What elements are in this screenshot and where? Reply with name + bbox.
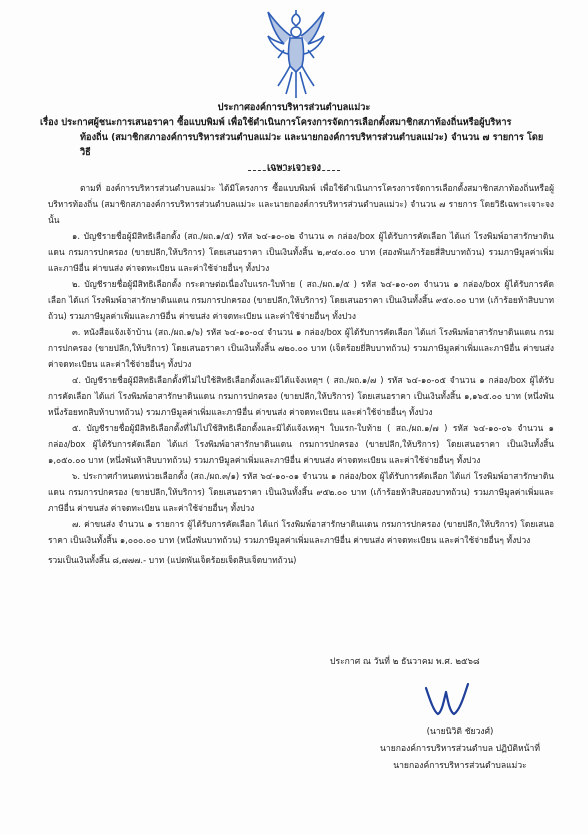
intro-paragraph: ตามที่ องค์การบริหารส่วนตำบลแม่วะ ได้มีโครงการ ซื้อแบบพิมพ์ เพื่อใช้ดำเนินการโครงการจัดการเลือกตั้งสมาชิกสภาท้องถิ่นหรือผู้บริหารท้องถิ่น (สมาชิกสภาองค์การบริหารส่วนตำบลแม่วะ และนายกองค์การบริหารส่วนตำบลแม่วะ) จำนวน ๗ รายการ โดยวิธีเฉพาะเจาะจง นั้น [48,183,554,225]
signatory-block [360,724,560,775]
header-divider [248,170,340,171]
grand-total: รวมเป็นเงินทั้งสิ้น ๘,๗๗๗.- บาท (แปดพันเจ็ดร้อยเจ็ดสิบเจ็ดบาทถ้วน) [48,555,297,565]
garuda-emblem-icon [264,6,328,102]
list-item: ๓. หนังสือแจ้งเจ้าบ้าน (สถ./ผถ.๑/๖) รหัส ๖๔-๑๐-๐๔ จำนวน ๑ กล่อง/box ผู้ได้รับการคัดเลือก ได้แก่ โรงพิมพ์อาสารักษาดินแดน กรมการปกครอง (ขายปลีก,ให้บริการ) โดยเสนอราคา เป็นเงินทั้งสิ้น ๗๒๐.๐๐ บาท (เจ็ดร้อยยี่สิบบาทถ้วน) รวมภาษีมูลค่าเพิ่มและภาษีอื่น ค่าขนส่ง ค่าจดทะเบียน และค่าใช้จ่ายอื่นๆ ทั้งปวง [48,327,554,369]
announcement-date: ประกาศ ณ วันที่ ๒ ธันวาคม พ.ศ. ๒๕๖๘ [330,657,480,667]
signer-name: (นายนิวิติ ชัยวงศ์) [426,727,494,737]
list-item: ๗. ค่าขนส่ง จำนวน ๑ รายการ ผู้ได้รับการคัดเลือก ได้แก่ โรงพิมพ์อาสารักษาดินแดน กรมการปกครอง (ขายปลีก,ให้บริการ) โดยเสนอราคา เป็นเงินทั้งสิ้น ๑,๐๐๐.๐๐ บาท (หนึ่งพันบาทถ้วน) รวมภาษีมูลค่าเพิ่มและภาษีอื่น ค่าขนส่ง ค่าจดทะเบียน และค่าใช้จ่ายอื่นๆ ทั้งปวง [48,519,554,545]
announcement-body [48,180,554,576]
subject-heading [40,115,548,175]
subject-line-3: เฉพาะเจาะจง [266,162,322,173]
announcement-header [40,100,548,175]
subject-line-2: ท้องถิ่น (สมาชิกสภาองค์การบริหารส่วนตำบลแม่วะ และนายกองค์การบริหารส่วนตำบลแม่วะ) จำนวน ๗ รายการ โดยวิธี [80,132,544,158]
list-item: ๕. บัญชีรายชื่อผู้มีสิทธิเลือกตั้งที่ไม่ไปใช้สิทธิเลือกตั้งและมิได้แจ้งเหตุฯ ใบแรก-ใบท้าย ( สถ./ผถ.๑/๗ ) รหัส ๖๔-๑๐-๐๖ จำนวน ๑ กล่อง/box ผู้ได้รับการคัดเลือก ได้แก่ โรงพิมพ์อาสารักษาดินแดน กรมการปกครอง (ขายปลีก,ให้บริการ) โดยเสนอราคา เป็นเงินทั้งสิ้น ๑,๐๕๐.๐๐ บาท (หนึ่งพันห้าสิบบาทถ้วน) รวมภาษีมูลค่าเพิ่มและภาษีอื่น ค่าขนส่ง ค่าจดทะเบียน และค่าใช้จ่ายอื่นๆ ทั้งปวง [48,423,554,465]
subject-line-1: เรื่อง ประกาศผู้ชนะการเสนอราคา ซื้อแบบพิมพ์ เพื่อใช้ดำเนินการโครงการจัดการเลือกตั้งสมาชิกสภาท้องถิ่นหรือผู้บริหาร [40,117,512,128]
signer-title-1: นายกองค์การบริหารส่วนตำบล ปฏิบัติหน้าที่ [380,744,540,754]
list-item: ๒. บัญชีรายชื่อผู้มีสิทธิเลือกตั้ง กระดาษต่อเนื่องใบแรก-ใบท้าย ( สถ./ผถ.๑/๕ ) รหัส ๖๔-๑๐-๐๓ จำนวน ๑ กล่อง/box ผู้ได้รับการคัดเลือก ได้แก่ โรงพิมพ์อาสารักษาดินแดน กรมการปกครอง (ขายปลีก,ให้บริการ) โดยเสนอราคา เป็นเงินทั้งสิ้น ๙๕๐.๐๐ บาท (เก้าร้อยห้าสิบบาทถ้วน) รวมภาษีมูลค่าเพิ่มและภาษีอื่น ค่าขนส่ง ค่าจดทะเบียน และค่าใช้จ่ายอื่นๆ ทั้งปวง [48,279,554,321]
list-item: ๔. บัญชีรายชื่อผู้มีสิทธิเลือกตั้งที่ไม่ไปใช้สิทธิเลือกตั้งและมิได้แจ้งเหตุฯ ( สถ./ผถ.๑/๗ ) รหัส ๖๔-๑๐-๐๕ จำนวน ๑ กล่อง/box ผู้ได้รับการคัดเลือก ได้แก่ โรงพิมพ์อาสารักษาดินแดน กรมการปกครอง (ขายปลีก,ให้บริการ) โดยเสนอราคา เป็นเงินทั้งสิ้น ๑,๑๖๕.๐๐ บาท (หนึ่งพันหนึ่งร้อยหกสิบห้าบาทถ้วน) รวมภาษีมูลค่าเพิ่มและภาษีอื่น ค่าขนส่ง ค่าจดทะเบียน และค่าใช้จ่ายอื่นๆ ทั้งปวง [48,375,554,417]
signer-title-2: นายกองค์การบริหารส่วนตำบลแม่วะ [393,761,527,771]
list-item: ๑. บัญชีรายชื่อผู้มีสิทธิเลือกตั้ง (สถ./ผถ.๑/๕) รหัส ๖๔-๑๐-๐๒ จำนวน ๓ กล่อง/box ผู้ได้รับการคัดเลือก ได้แก่ โรงพิมพ์อาสารักษาดินแดน กรมการปกครอง (ขายปลีก,ให้บริการ) โดยเสนอราคา เป็นเงินทั้งสิ้น ๒,๙๔๐.๐๐ บาท (สองพันเก้าร้อยสี่สิบบาทถ้วน) รวมภาษีมูลค่าเพิ่มและภาษีอื่น ค่าขนส่ง ค่าจดทะเบียน และค่าใช้จ่ายอื่นๆ ทั้งปวง [48,231,554,273]
signature-icon [420,674,480,722]
list-item: ๖. ประกาศกำหนดหน่วยเลือกตั้ง (สถ./ผถ.๓/๑) รหัส ๖๔-๑๐-๐๑ จำนวน ๑ กล่อง/box ผู้ได้รับการคัดเลือก ได้แก่ โรงพิมพ์อาสารักษาดินแดน กรมการปกครอง (ขายปลีก,ให้บริการ) โดยเสนอราคา เป็นเงินทั้งสิ้น ๙๕๒.๐๐ บาท (เก้าร้อยห้าสิบสองบาทถ้วน) รวมภาษีมูลค่าเพิ่มและภาษีอื่น ค่าขนส่ง ค่าจดทะเบียน และค่าใช้จ่ายอื่นๆ ทั้งปวง [48,471,554,513]
organization-title: ประกาศองค์การบริหารส่วนตำบลแม่วะ [217,102,371,113]
